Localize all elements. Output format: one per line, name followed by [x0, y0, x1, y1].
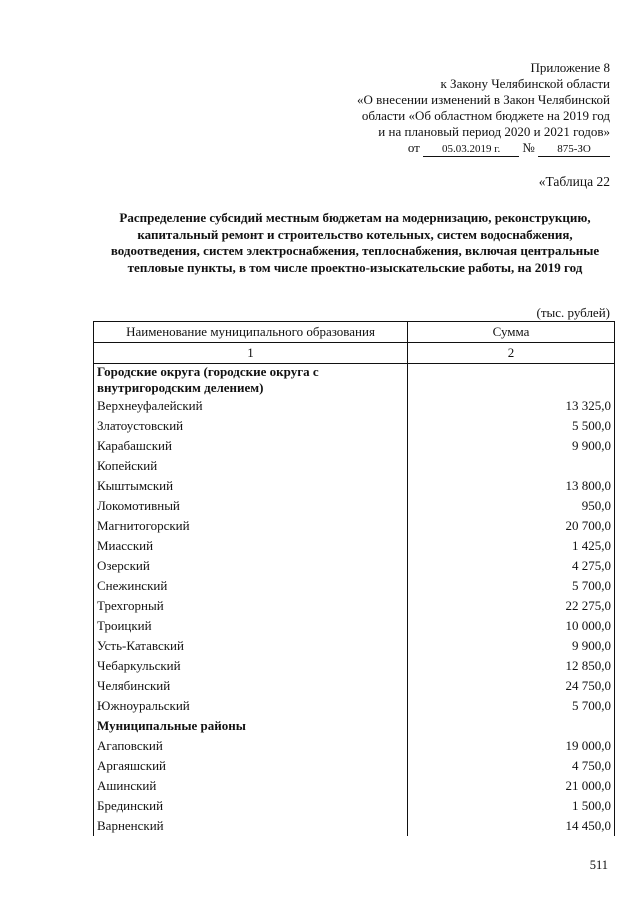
subsidy-sum: 13 800,0: [408, 476, 615, 496]
municipality-name: Южноуральский: [94, 696, 408, 716]
header-line: «О внесении изменений в Закон Челябинской: [356, 92, 610, 107]
document-title: Распределение субсидий местным бюджетам на модернизацию, реконструкцию, капитальный ремонт и строительство котельных, систем водоснабжения, водоотведения, систем электроснабжения, теплоснабжения, включая центральные тепловые пункты, в том числе проектно-изыскательские работы, на 2019 год: [110, 210, 600, 275]
subsidy-sum: 4 750,0: [408, 756, 615, 776]
header-line: Приложение 8: [530, 60, 610, 75]
table-row: [94, 556, 615, 576]
law-date-number-row: [357, 140, 610, 157]
table-row: [94, 396, 615, 416]
table-row: [94, 636, 615, 656]
subsidy-sum: 21 000,0: [408, 776, 615, 796]
municipality-name: Магнитогорский: [94, 516, 408, 536]
table-row: [94, 436, 615, 456]
municipality-name: Чебаркульский: [94, 656, 408, 676]
from-label: от: [407, 140, 420, 155]
table-row: [94, 736, 615, 756]
subsidy-sum: 14 450,0: [408, 816, 615, 836]
page-number: 511: [589, 858, 608, 872]
subsidy-sum: 4 275,0: [408, 556, 615, 576]
municipality-name: Локомотивный: [94, 496, 408, 516]
municipality-name: Снежинский: [94, 576, 408, 596]
subsidy-sum: 19 000,0: [408, 736, 615, 756]
column-header-sum: Сумма: [408, 322, 615, 343]
municipality-name: Кыштымский: [94, 476, 408, 496]
column-number: 1: [94, 343, 408, 364]
municipality-name: Златоустовский: [94, 416, 408, 436]
subsidy-sum: 950,0: [408, 496, 615, 516]
table-row: [94, 756, 615, 776]
municipality-name: Варненский: [94, 816, 408, 836]
table-row: [94, 496, 615, 516]
group-row: [94, 716, 615, 736]
subsidy-sum: 10 000,0: [408, 616, 615, 636]
subsidy-sum: 1 425,0: [408, 536, 615, 556]
municipality-name: Карабашский: [94, 436, 408, 456]
municipality-name: Ашинский: [94, 776, 408, 796]
table-row: [94, 576, 615, 596]
municipality-name: Миасский: [94, 536, 408, 556]
table-row: [94, 596, 615, 616]
table-row: [94, 476, 615, 496]
group-sum: [408, 364, 615, 397]
appendix-header: [357, 60, 610, 157]
municipality-name: Трехгорный: [94, 596, 408, 616]
table-reference: «Таблица 22: [538, 174, 610, 189]
table-row: [94, 776, 615, 796]
group-name: Городские округа (городские округа с внутригородским делением): [94, 364, 408, 397]
subsidy-sum: 20 700,0: [408, 516, 615, 536]
subsidy-sum: 9 900,0: [408, 636, 615, 656]
column-number-row: [94, 343, 615, 364]
municipality-name: Верхнеуфалейский: [94, 396, 408, 416]
law-number: 875-ЗО: [538, 143, 610, 157]
subsidy-sum: 13 325,0: [408, 396, 615, 416]
table-header-row: [94, 322, 615, 343]
subsidy-sum: 9 900,0: [408, 436, 615, 456]
table-row: [94, 676, 615, 696]
column-number: 2: [408, 343, 615, 364]
table-row: [94, 696, 615, 716]
table-row: [94, 536, 615, 556]
header-line: к Закону Челябинской области: [440, 76, 610, 91]
municipality-name: Челябинский: [94, 676, 408, 696]
municipality-name: Троицкий: [94, 616, 408, 636]
header-line: области «Об областном бюджете на 2019 год: [361, 108, 610, 123]
subsidy-sum: [408, 456, 615, 476]
municipality-name: Аргаяшский: [94, 756, 408, 776]
subsidy-table: [93, 321, 615, 836]
law-date: 05.03.2019 г.: [423, 143, 519, 157]
group-sum: [408, 716, 615, 736]
municipality-name: Копейский: [94, 456, 408, 476]
table-row: [94, 416, 615, 436]
municipality-name: Усть-Катавский: [94, 636, 408, 656]
municipality-name: Озерский: [94, 556, 408, 576]
subsidy-sum: 22 275,0: [408, 596, 615, 616]
subsidy-sum: 5 700,0: [408, 696, 615, 716]
municipality-name: Брединский: [94, 796, 408, 816]
header-line: и на плановый период 2020 и 2021 годов»: [378, 124, 610, 139]
subsidy-sum: 1 500,0: [408, 796, 615, 816]
table-row: [94, 456, 615, 476]
table-row: [94, 516, 615, 536]
table-row: [94, 816, 615, 836]
subsidy-sum: 12 850,0: [408, 656, 615, 676]
units-label: (тыс. рублей): [536, 305, 610, 320]
group-row: [94, 364, 615, 397]
column-header-name: Наименование муниципального образования: [94, 322, 408, 343]
table-row: [94, 656, 615, 676]
subsidy-sum: 24 750,0: [408, 676, 615, 696]
subsidy-sum: 5 700,0: [408, 576, 615, 596]
number-label: №: [522, 140, 535, 155]
table-row: [94, 796, 615, 816]
group-name: Муниципальные районы: [94, 716, 408, 736]
municipality-name: Агаповский: [94, 736, 408, 756]
table-row: [94, 616, 615, 636]
subsidy-sum: 5 500,0: [408, 416, 615, 436]
